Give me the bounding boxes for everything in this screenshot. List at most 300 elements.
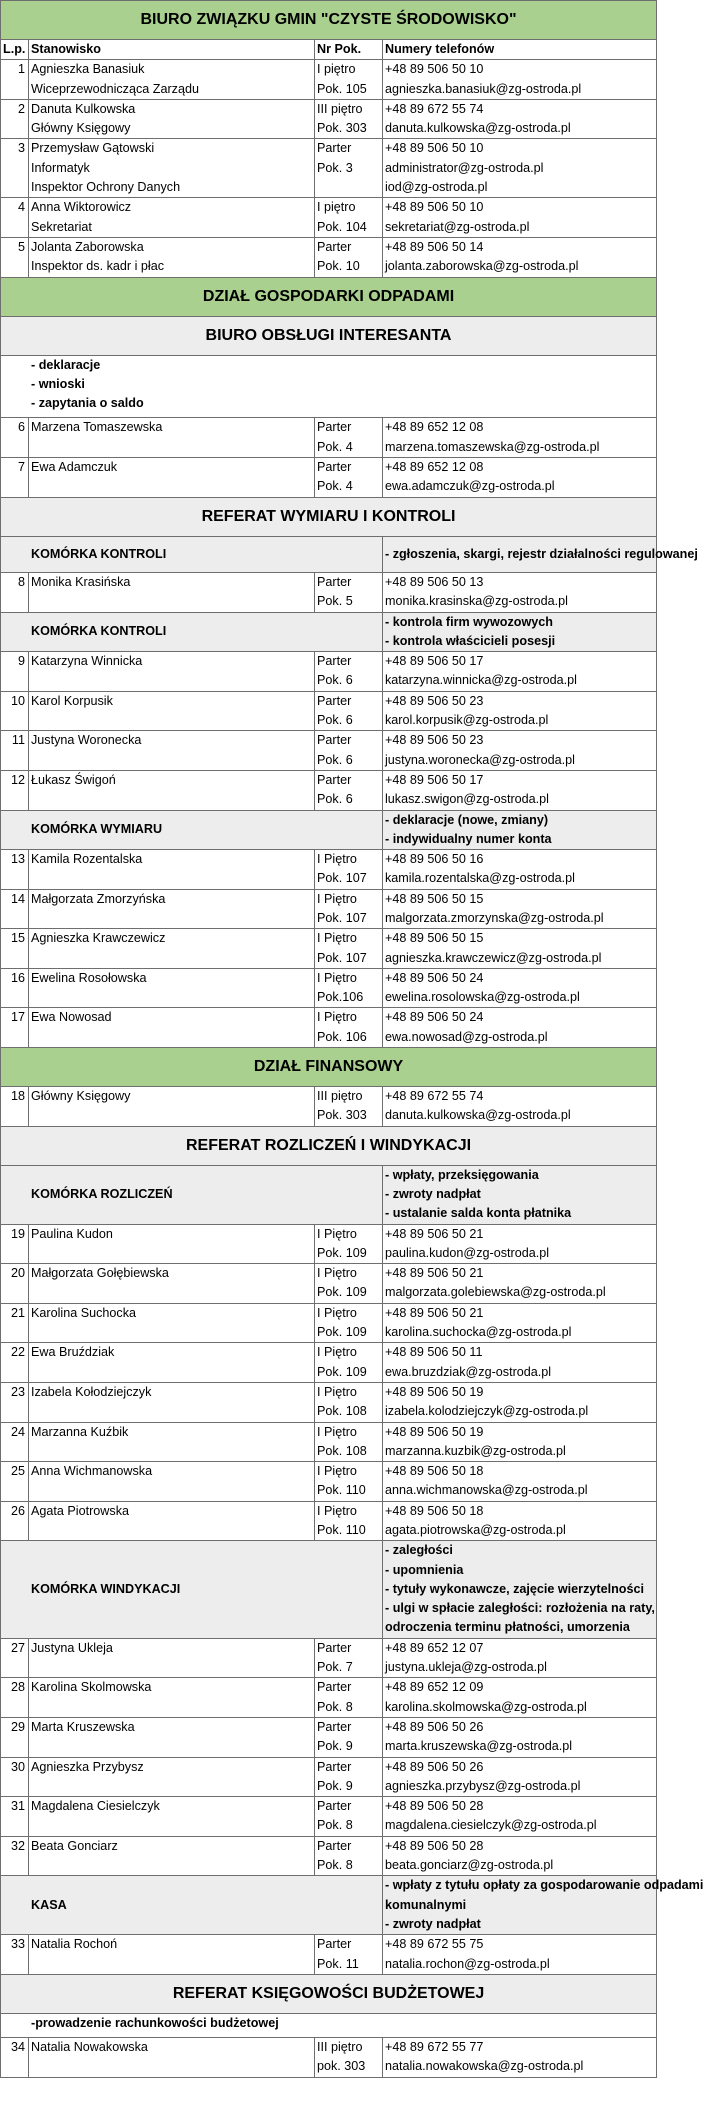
contact-line: danuta.kulkowska@zg-ostroda.pl bbox=[385, 121, 571, 136]
phone-cell bbox=[383, 458, 657, 498]
position-cell bbox=[29, 850, 315, 890]
phone-cell bbox=[383, 652, 657, 692]
room-line: I Piętro bbox=[317, 1266, 357, 1281]
row-number: 14 bbox=[1, 889, 29, 929]
unit-name: KOMÓRKA KONTROLI bbox=[1, 536, 383, 572]
duty-line: komunalnymi bbox=[385, 1897, 467, 1912]
room-line: Parter bbox=[317, 1799, 352, 1814]
room-cell bbox=[315, 99, 383, 139]
duty-line: - indywidualny numer konta bbox=[385, 831, 552, 846]
contact-line: ewa.nowosad@zg-ostroda.pl bbox=[385, 1029, 548, 1044]
room-cell bbox=[315, 198, 383, 238]
duty-line: - wpłaty z tytułu opłaty za gospodarowanie odpadami bbox=[385, 1878, 703, 1893]
person-row bbox=[1, 1797, 657, 1837]
room-cell bbox=[315, 1836, 383, 1876]
unit-duties bbox=[383, 536, 698, 572]
room-cell bbox=[315, 1224, 383, 1264]
contact-line: malgorzata.golebiewska@zg-ostroda.pl bbox=[385, 1285, 606, 1300]
phone-cell bbox=[383, 1836, 657, 1876]
person-row bbox=[1, 139, 657, 198]
phone-cell bbox=[383, 1224, 657, 1264]
room-line: Pok. 4 bbox=[317, 439, 353, 454]
person-row bbox=[1, 2038, 657, 2078]
person-row bbox=[1, 1638, 657, 1678]
room-line: I Piętro bbox=[317, 1384, 357, 1399]
position-cell bbox=[29, 770, 315, 810]
room-line: I Piętro bbox=[317, 1345, 357, 1360]
row-number: 18 bbox=[1, 1087, 29, 1127]
room-cell bbox=[315, 1757, 383, 1797]
dept-finance-title-row bbox=[1, 1048, 657, 1087]
contact-line: kamila.rozentalska@zg-ostroda.pl bbox=[385, 871, 575, 886]
phone-cell bbox=[383, 1264, 657, 1304]
duty-line: - wpłaty, przeksięgowania bbox=[385, 1167, 539, 1182]
person-row bbox=[1, 1757, 657, 1797]
position-cell bbox=[29, 929, 315, 969]
room-cell bbox=[315, 929, 383, 969]
room-line: Parter bbox=[317, 772, 352, 787]
contact-line: karolina.skolmowska@zg-ostroda.pl bbox=[385, 1699, 587, 1714]
position-line: Anna Wichmanowska bbox=[31, 1464, 153, 1479]
contact-line: +48 89 506 50 21 bbox=[385, 1226, 484, 1241]
row-number: 15 bbox=[1, 929, 29, 969]
position-line: Paulina Kudon bbox=[31, 1226, 113, 1241]
contact-line: +48 89 506 50 10 bbox=[385, 62, 484, 77]
position-line: Anna Wiktorowicz bbox=[31, 200, 132, 215]
room-cell bbox=[315, 1678, 383, 1718]
room-line: I piętro bbox=[317, 62, 356, 77]
row-number: 11 bbox=[1, 731, 29, 771]
room-cell bbox=[315, 1462, 383, 1502]
row-number: 8 bbox=[1, 572, 29, 612]
row-number: 20 bbox=[1, 1264, 29, 1304]
room-line: I Piętro bbox=[317, 1424, 357, 1439]
room-line: Pok. 6 bbox=[317, 792, 353, 807]
contact-line: +48 89 506 50 10 bbox=[385, 200, 484, 215]
contact-line: monika.krasinska@zg-ostroda.pl bbox=[385, 594, 568, 609]
row-number: 25 bbox=[1, 1462, 29, 1502]
contact-line: ewa.bruzdziak@zg-ostroda.pl bbox=[385, 1364, 552, 1379]
position-line: Ewa Adamczuk bbox=[31, 460, 118, 475]
contact-line: ewelina.rosolowska@zg-ostroda.pl bbox=[385, 990, 580, 1005]
person-row bbox=[1, 60, 657, 100]
contact-line: marzena.tomaszewska@zg-ostroda.pl bbox=[385, 439, 600, 454]
room-line: Parter bbox=[317, 693, 352, 708]
sheet-title: BIURO ZWIĄZKU GMIN "CZYSTE ŚRODOWISKO" bbox=[1, 1, 657, 40]
position-line: Kamila Rozentalska bbox=[31, 852, 143, 867]
phone-cell bbox=[383, 1343, 657, 1383]
phone-cell bbox=[383, 1087, 657, 1127]
unit-name: KOMÓRKA WYMIARU bbox=[1, 810, 383, 850]
position-cell bbox=[29, 418, 315, 458]
position-line: Agnieszka Krawczewicz bbox=[31, 931, 166, 946]
row-number: 29 bbox=[1, 1717, 29, 1757]
contact-line: agnieszka.krawczewicz@zg-ostroda.pl bbox=[385, 950, 602, 965]
position-cell bbox=[29, 139, 315, 198]
unit-row bbox=[1, 1165, 657, 1224]
room-cell bbox=[315, 770, 383, 810]
contact-line: sekretariat@zg-ostroda.pl bbox=[385, 219, 530, 234]
room-line: Pok. 11 bbox=[317, 1956, 359, 1971]
phone-cell bbox=[383, 2038, 657, 2078]
position-line: Główny Księgowy bbox=[31, 1089, 131, 1104]
person-row bbox=[1, 1678, 657, 1718]
position-line: Główny Księgowy bbox=[31, 121, 131, 136]
row-number: 10 bbox=[1, 691, 29, 731]
contact-line: marzanna.kuzbik@zg-ostroda.pl bbox=[385, 1443, 566, 1458]
unit-row bbox=[1, 1876, 657, 1935]
position-cell bbox=[29, 1382, 315, 1422]
unit-row bbox=[1, 536, 657, 572]
contact-line: +48 89 672 55 74 bbox=[385, 101, 484, 116]
position-line: Informatyk bbox=[31, 160, 90, 175]
person-row bbox=[1, 1264, 657, 1304]
person-row bbox=[1, 572, 657, 612]
room-cell bbox=[315, 1501, 383, 1541]
unit-name: KOMÓRKA WINDYKACJI bbox=[1, 1541, 383, 1639]
room-cell bbox=[315, 850, 383, 890]
row-number: 6 bbox=[1, 418, 29, 458]
room-cell bbox=[315, 968, 383, 1008]
position-line: Natalia Rochoń bbox=[31, 1937, 118, 1952]
room-line: Pok. 303 bbox=[317, 1108, 367, 1123]
room-line: Parter bbox=[317, 1838, 352, 1853]
duty-line: - zaległości bbox=[385, 1543, 453, 1558]
room-line: Pok. 106 bbox=[317, 1029, 367, 1044]
position-cell bbox=[29, 731, 315, 771]
phone-cell bbox=[383, 1678, 657, 1718]
duty-line: - zgłoszenia, skargi, rejestr działalności regulowanej bbox=[385, 546, 698, 561]
position-line: Agata Piotrowska bbox=[31, 1503, 130, 1518]
unit-row bbox=[1, 1541, 657, 1639]
position-line: Magdalena Ciesielczyk bbox=[31, 1799, 160, 1814]
unit-row bbox=[1, 2013, 657, 2037]
contact-line: ewa.adamczuk@zg-ostroda.pl bbox=[385, 479, 555, 494]
phone-cell bbox=[383, 770, 657, 810]
dept-waste-title: DZIAŁ GOSPODARKI ODPADAMI bbox=[1, 277, 657, 316]
position-line: Inspektor ds. kadr i płac bbox=[31, 259, 164, 274]
row-number: 30 bbox=[1, 1757, 29, 1797]
room-cell bbox=[315, 139, 383, 198]
position-cell bbox=[29, 1303, 315, 1343]
unit-duties bbox=[383, 810, 657, 850]
row-number: 24 bbox=[1, 1422, 29, 1462]
row-number: 21 bbox=[1, 1303, 29, 1343]
contact-line: katarzyna.winnicka@zg-ostroda.pl bbox=[385, 673, 577, 688]
position-line: Małgorzata Gołębiewska bbox=[31, 1266, 169, 1281]
contact-line: +48 89 506 50 18 bbox=[385, 1503, 484, 1518]
contact-line: marta.kruszewska@zg-ostroda.pl bbox=[385, 1739, 573, 1754]
position-line: Natalia Nowakowska bbox=[31, 2040, 148, 2055]
row-number: 16 bbox=[1, 968, 29, 1008]
room-line: Pok. 109 bbox=[317, 1245, 367, 1260]
phone-cell bbox=[383, 99, 657, 139]
phone-cell bbox=[383, 850, 657, 890]
room-cell bbox=[315, 1008, 383, 1048]
room-line: Pok. 9 bbox=[317, 1778, 353, 1793]
position-cell bbox=[29, 1757, 315, 1797]
room-line: Parter bbox=[317, 239, 352, 254]
contact-line: +48 89 672 55 75 bbox=[385, 1937, 484, 1952]
position-line: Marzena Tomaszewska bbox=[31, 420, 163, 435]
duty-line: odroczenia terminu płatności, umorzenia bbox=[385, 1620, 630, 1635]
contact-line: +48 89 506 50 21 bbox=[385, 1266, 484, 1281]
room-line: Pok. 6 bbox=[317, 673, 353, 688]
position-cell bbox=[29, 1717, 315, 1757]
contact-line: +48 89 506 50 10 bbox=[385, 141, 484, 156]
contact-line: anna.wichmanowska@zg-ostroda.pl bbox=[385, 1483, 588, 1498]
phone-cell bbox=[383, 139, 657, 198]
contact-line: +48 89 506 50 19 bbox=[385, 1384, 484, 1399]
room-line: Pok. 110 bbox=[317, 1523, 366, 1537]
contact-line: +48 89 506 50 15 bbox=[385, 931, 484, 946]
position-cell bbox=[29, 691, 315, 731]
boi-title: BIURO OBSŁUGI INTERESANTA bbox=[1, 316, 657, 355]
phone-cell bbox=[383, 572, 657, 612]
contact-line: +48 89 506 50 28 bbox=[385, 1799, 484, 1814]
contact-line: +48 89 506 50 11 bbox=[385, 1345, 483, 1360]
contact-line: +48 89 506 50 24 bbox=[385, 970, 484, 985]
row-number: 2 bbox=[1, 99, 29, 139]
position-cell bbox=[29, 1638, 315, 1678]
row-number: 7 bbox=[1, 458, 29, 498]
room-line: Pok. 10 bbox=[317, 259, 360, 274]
header-row bbox=[1, 40, 657, 60]
phone-cell bbox=[383, 1382, 657, 1422]
header-telefon: Numery telefonów bbox=[383, 40, 657, 60]
position-line: Danuta Kulkowska bbox=[31, 101, 136, 116]
contact-line: +48 89 506 50 16 bbox=[385, 852, 484, 867]
contact-line: administrator@zg-ostroda.pl bbox=[385, 160, 544, 175]
position-line: Łukasz Świgoń bbox=[31, 772, 116, 787]
row-number: 31 bbox=[1, 1797, 29, 1837]
position-cell bbox=[29, 99, 315, 139]
position-cell bbox=[29, 1264, 315, 1304]
contact-line: agnieszka.banasiuk@zg-ostroda.pl bbox=[385, 81, 582, 96]
contact-line: +48 89 652 12 07 bbox=[385, 1640, 484, 1655]
room-line: Parter bbox=[317, 574, 352, 589]
position-cell bbox=[29, 1501, 315, 1541]
position-line: Karolina Suchocka bbox=[31, 1305, 137, 1320]
contact-line: jolanta.zaborowska@zg-ostroda.pl bbox=[385, 259, 579, 274]
position-cell bbox=[29, 1008, 315, 1048]
contact-line: karol.korpusik@zg-ostroda.pl bbox=[385, 713, 549, 728]
room-cell bbox=[315, 1382, 383, 1422]
position-line: Przemysław Gątowski bbox=[31, 141, 155, 156]
room-line: Pok. 109 bbox=[317, 1364, 367, 1379]
room-cell bbox=[315, 60, 383, 100]
room-line: Pok. 303 bbox=[317, 121, 367, 136]
rozliczen-title-row bbox=[1, 1126, 657, 1165]
room-line: Parter bbox=[317, 1937, 352, 1952]
room-line: I Piętro bbox=[317, 1503, 357, 1518]
contact-line: +48 89 506 50 17 bbox=[385, 654, 484, 669]
room-line: I Piętro bbox=[317, 1010, 357, 1025]
position-line: Katarzyna Winnicka bbox=[31, 654, 143, 669]
person-row bbox=[1, 770, 657, 810]
duty-line: - deklaracje bbox=[31, 357, 101, 372]
position-line: Karol Korpusik bbox=[31, 693, 113, 708]
row-number: 17 bbox=[1, 1008, 29, 1048]
room-line: I Piętro bbox=[317, 970, 357, 985]
room-line: Pok. 108 bbox=[317, 1443, 367, 1458]
phone-cell bbox=[383, 198, 657, 238]
position-cell bbox=[29, 1462, 315, 1502]
position-cell bbox=[29, 1935, 315, 1975]
position-line: Wiceprzewodnicząca Zarządu bbox=[31, 81, 199, 96]
unit-name: KOMÓRKA KONTROLI bbox=[1, 612, 383, 652]
person-row bbox=[1, 1462, 657, 1502]
row-number: 9 bbox=[1, 652, 29, 692]
contact-line: +48 89 506 50 23 bbox=[385, 733, 484, 748]
person-row bbox=[1, 1087, 657, 1127]
room-cell bbox=[315, 1422, 383, 1462]
room-line: III piętro bbox=[317, 101, 363, 116]
room-line: Pok. 109 bbox=[317, 1285, 367, 1300]
person-row bbox=[1, 731, 657, 771]
contact-line: paulina.kudon@zg-ostroda.pl bbox=[385, 1245, 550, 1260]
room-line: Pok. 4 bbox=[317, 479, 353, 494]
position-cell bbox=[29, 1343, 315, 1383]
position-cell bbox=[29, 1797, 315, 1837]
person-row bbox=[1, 1382, 657, 1422]
room-line: Pok. 6 bbox=[317, 752, 353, 767]
person-row bbox=[1, 1008, 657, 1048]
room-line: Pok. 104 bbox=[317, 219, 367, 234]
room-cell bbox=[315, 1087, 383, 1127]
room-cell bbox=[315, 1797, 383, 1837]
boi-title-row bbox=[1, 316, 657, 355]
room-line: III piętro bbox=[317, 1089, 363, 1104]
dept-waste-title-row bbox=[1, 277, 657, 316]
person-row bbox=[1, 418, 657, 458]
position-line: Marta Kruszewska bbox=[31, 1719, 135, 1734]
person-row bbox=[1, 1836, 657, 1876]
row-number: 26 bbox=[1, 1501, 29, 1541]
person-row bbox=[1, 1717, 657, 1757]
room-line: Pok. 108 bbox=[317, 1404, 367, 1419]
contact-line: malgorzata.zmorzynska@zg-ostroda.pl bbox=[385, 910, 604, 925]
position-line: Ewelina Rosołowska bbox=[31, 970, 147, 985]
person-row bbox=[1, 652, 657, 692]
person-row bbox=[1, 929, 657, 969]
duty-line: - ulgi w spłacie zaległości: rozłożenia na raty, bbox=[385, 1601, 655, 1616]
room-line: Pok. 6 bbox=[317, 713, 353, 728]
room-line: Parter bbox=[317, 1759, 352, 1774]
room-cell bbox=[315, 237, 383, 277]
unit-row bbox=[1, 612, 657, 652]
room-line: Parter bbox=[317, 1640, 352, 1655]
row-number: 1 bbox=[1, 60, 29, 100]
duty-line: - zwroty nadpłat bbox=[385, 1916, 481, 1931]
person-row bbox=[1, 1501, 657, 1541]
row-number: 34 bbox=[1, 2038, 29, 2078]
room-cell bbox=[315, 1638, 383, 1678]
person-row bbox=[1, 1303, 657, 1343]
position-cell bbox=[29, 2038, 315, 2078]
room-line: Parter bbox=[317, 654, 352, 669]
row-number: 19 bbox=[1, 1224, 29, 1264]
position-cell bbox=[29, 1678, 315, 1718]
person-row bbox=[1, 691, 657, 731]
room-cell bbox=[315, 652, 383, 692]
duty-line: - upomnienia bbox=[385, 1562, 464, 1577]
contact-line: izabela.kolodziejczyk@zg-ostroda.pl bbox=[385, 1404, 589, 1419]
row-number: 33 bbox=[1, 1935, 29, 1975]
phone-cell bbox=[383, 1501, 657, 1541]
room-cell bbox=[315, 889, 383, 929]
room-line: Parter bbox=[317, 733, 352, 748]
room-cell bbox=[315, 1935, 383, 1975]
room-line: I Piętro bbox=[317, 891, 357, 906]
duty-line: - kontrola firm wywozowych bbox=[385, 614, 553, 629]
phone-cell bbox=[383, 691, 657, 731]
dept-finance-title: DZIAŁ FINANSOWY bbox=[1, 1048, 657, 1087]
contact-line: +48 89 506 50 14 bbox=[385, 239, 484, 254]
room-cell bbox=[315, 2038, 383, 2078]
row-number: 32 bbox=[1, 1836, 29, 1876]
duty-line: - wnioski bbox=[31, 376, 85, 391]
phone-cell bbox=[383, 1638, 657, 1678]
position-cell bbox=[29, 968, 315, 1008]
room-line: I Piętro bbox=[317, 852, 357, 867]
duty-line: - zapytania o saldo bbox=[31, 396, 144, 411]
room-cell bbox=[315, 1717, 383, 1757]
contact-line: magdalena.ciesielczyk@zg-ostroda.pl bbox=[385, 1818, 597, 1833]
header-pokoj: Nr Pok. bbox=[315, 40, 383, 60]
person-row bbox=[1, 1224, 657, 1264]
rozliczen-title: REFERAT ROZLICZEŃ I WINDYKACJI bbox=[1, 1126, 657, 1165]
phone-cell bbox=[383, 889, 657, 929]
person-row bbox=[1, 850, 657, 890]
contact-line: agnieszka.przybysz@zg-ostroda.pl bbox=[385, 1778, 581, 1793]
position-line: Justyna Ukleja bbox=[31, 1640, 113, 1655]
contact-line: +48 89 506 50 26 bbox=[385, 1719, 484, 1734]
wymiar-title: REFERAT WYMIARU I KONTROLI bbox=[1, 497, 657, 536]
position-line: Beata Gonciarz bbox=[31, 1838, 118, 1853]
position-cell bbox=[29, 237, 315, 277]
person-row bbox=[1, 458, 657, 498]
position-line: Małgorzata Zmorzyńska bbox=[31, 891, 166, 906]
room-cell bbox=[315, 1264, 383, 1304]
position-cell bbox=[29, 572, 315, 612]
room-line: Parter bbox=[317, 420, 352, 435]
budzet-title-row bbox=[1, 1974, 657, 2013]
contact-line: +48 89 506 50 17 bbox=[385, 772, 484, 787]
room-cell bbox=[315, 1303, 383, 1343]
unit-name: KASA bbox=[1, 1876, 383, 1935]
contact-line: +48 89 506 50 28 bbox=[385, 1838, 484, 1853]
phone-cell bbox=[383, 237, 657, 277]
position-line: Agnieszka Przybysz bbox=[31, 1759, 144, 1774]
room-line: Pok. 8 bbox=[317, 1818, 353, 1833]
unit-duties bbox=[383, 1165, 657, 1224]
unit-duties bbox=[1, 355, 657, 418]
phone-cell bbox=[383, 1008, 657, 1048]
contact-line: danuta.kulkowska@zg-ostroda.pl bbox=[385, 1108, 571, 1123]
room-line: Parter bbox=[317, 460, 352, 475]
position-cell bbox=[29, 1087, 315, 1127]
position-line: Monika Krasińska bbox=[31, 574, 131, 589]
position-line: Izabela Kołodziejczyk bbox=[31, 1384, 152, 1399]
contact-line: +48 89 506 50 26 bbox=[385, 1759, 484, 1774]
room-line: Pok.106 bbox=[317, 990, 364, 1005]
contact-line: karolina.suchocka@zg-ostroda.pl bbox=[385, 1325, 572, 1340]
position-line: Jolanta Zaborowska bbox=[31, 239, 144, 254]
header-lp: L.p. bbox=[1, 40, 29, 60]
room-line: Pok. 9 bbox=[317, 1739, 353, 1754]
row-number: 23 bbox=[1, 1382, 29, 1422]
